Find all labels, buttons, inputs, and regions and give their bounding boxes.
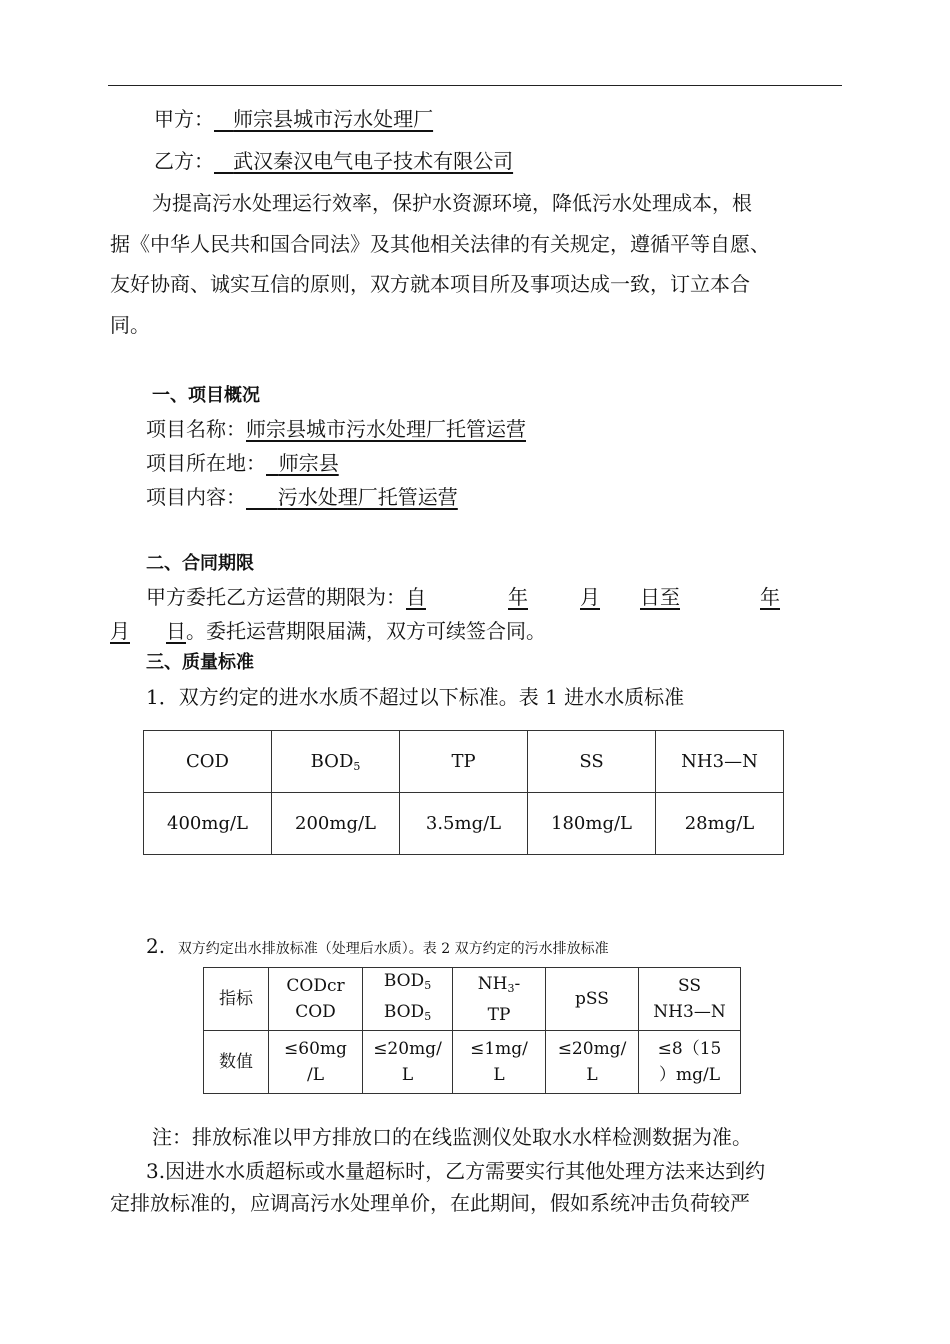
table-cell: ≤20mg/ L: [546, 1031, 639, 1094]
party-a-line: 甲方： 师宗县城市污水处理厂: [154, 107, 434, 131]
project-location-value: 师宗县: [278, 451, 339, 475]
project-content-line: 项目内容： 污水处理厂托管运营: [146, 485, 458, 509]
section3-heading: 三、质量标准: [146, 652, 254, 673]
table-header-cell: COD: [144, 731, 272, 793]
table-cell: 200mg/L: [272, 793, 400, 855]
section2-heading: 二、合同期限: [146, 553, 254, 574]
table-cell: ≤1mg/ L: [453, 1031, 546, 1094]
item3-line-1: 3.因进水水质超标或水量超标时，乙方需要实行其他处理方法来达到约: [146, 1159, 766, 1183]
table-header-cell: pSS: [546, 968, 639, 1031]
party-b-line: 乙方： 武汉秦汉电气电子技术有限公司: [154, 149, 514, 173]
note-text: 注：排放标准以甲方排放口的在线监测仪处取水水样检测数据为准。: [152, 1125, 752, 1149]
table-header-cell: SS: [528, 731, 656, 793]
intro-line-4: 同。: [110, 313, 150, 337]
table-header-cell: NH3—N: [656, 731, 784, 793]
intro-line-1: 为提高污水处理运行效率，保护水资源环境，降低污水处理成本，根: [152, 191, 752, 215]
table-row: [204, 968, 741, 1031]
table-row: [204, 1031, 741, 1094]
table-header-cell: SS NH3—N: [639, 968, 741, 1031]
table-row: [144, 731, 784, 793]
term-dates: 自 年 月 日至 年: [406, 585, 780, 609]
table-header-cell: $BOD_5$ $BOD_5$: [363, 968, 453, 1031]
term-line-1: 甲方委托乙方运营的期限为：自 年 月 日至 年: [146, 583, 789, 611]
item3-line-2: 定排放标准的，应调高污水处理单价，在此期间，假如系统冲击负荷较严: [110, 1191, 750, 1215]
party-a-name: 师宗县城市污水处理厂: [233, 107, 434, 131]
project-name-value: 师宗县城市污水处理厂托管运营: [246, 417, 526, 441]
table-cell: 180mg/L: [528, 793, 656, 855]
table-header-cell: TP: [400, 731, 528, 793]
intro-line-2: 据《中华人民共和国合同法》及其他相关法律的有关规定，遵循平等自愿、: [110, 232, 770, 256]
header-rule: [108, 85, 842, 86]
table-header-cell: 指标: [204, 968, 269, 1031]
item2-line: 2. 双方约定出水排放标准（处理后水质）。表 2 双方约定的污水排放标准: [146, 934, 609, 958]
table-header-cell: $NH_3-$ TP: [453, 968, 546, 1031]
table-row: [144, 793, 784, 855]
effluent-table: [203, 967, 741, 1094]
table-cell: 400mg/L: [144, 793, 272, 855]
table-cell: 28mg/L: [656, 793, 784, 855]
term-dates-end: 月 日: [110, 619, 186, 643]
project-location-line: 项目所在地： 师宗县: [146, 451, 339, 475]
table-cell: 3.5mg/L: [400, 793, 528, 855]
item1-text: 1．双方约定的进水水质不超过以下标准。表 1 进水水质标准: [146, 685, 685, 709]
term-line-2: 月 日。委托运营期限届满，双方可续签合同。: [110, 619, 546, 643]
party-b-name: 武汉秦汉电气电子技术有限公司: [233, 149, 514, 173]
project-name-line: 项目名称：师宗县城市污水处理厂托管运营: [146, 415, 804, 443]
table-header-cell: CODcr COD: [269, 968, 363, 1031]
table-header-cell: $BOD_5$: [272, 731, 400, 793]
table-cell: ≤60mg /L: [269, 1031, 363, 1094]
table-cell: ≤8（15 ）mg/L: [639, 1031, 741, 1094]
intro-line-3: 友好协商、诚实互信的原则，双方就本项目所及事项达成一致，订立本合: [110, 272, 750, 296]
influent-table: [143, 730, 784, 855]
section1-heading: 一、项目概况: [152, 385, 260, 406]
project-content-value: 污水处理厂托管运营: [277, 485, 458, 509]
table-cell: ≤20mg/ L: [363, 1031, 453, 1094]
table-cell: 数值: [204, 1031, 269, 1094]
